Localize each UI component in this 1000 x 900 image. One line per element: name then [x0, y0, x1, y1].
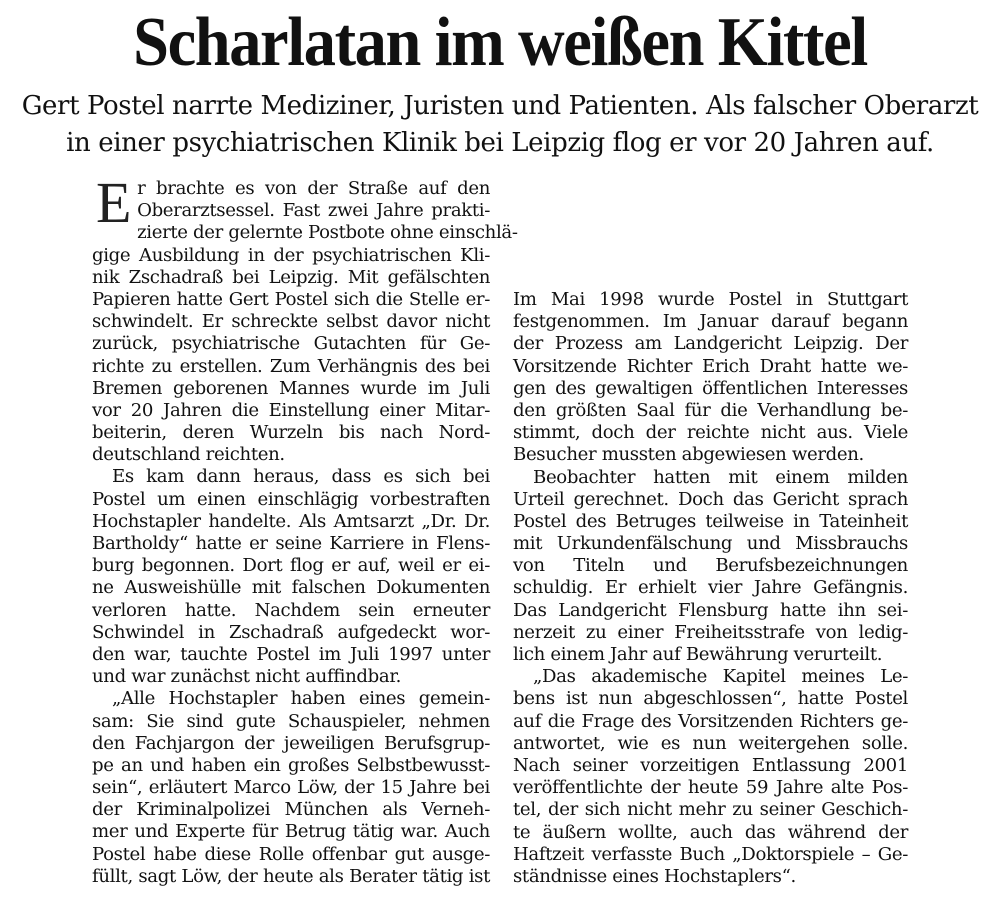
- text-line: burg begonnen. Dort flog er auf, weil er ei-: [92, 555, 490, 577]
- text-line: nerzeit zu einer Freiheitsstrafe von ledig-: [513, 621, 908, 643]
- text-line: sein“, erläutert Marco Löw, der 15 Jahre bei: [92, 777, 490, 799]
- text-line: den größten Saal für die Verhandlung be-: [513, 399, 908, 421]
- text-line: Das Landgericht Flensburg hatte ihn sei-: [513, 599, 908, 621]
- text-line: zierte der gelernte Postbote ohne einschlä-: [137, 222, 518, 244]
- text-line: Oberarztsessel. Fast zwei Jahre prakti-: [137, 200, 490, 222]
- subheadline: [20, 88, 980, 162]
- text-line: zurück, psychiatrische Gutachten für Ge-: [92, 333, 490, 355]
- text-line: „Alle Hochstapler haben eines gemein-: [112, 688, 490, 710]
- subheadline-line: Gert Postel narrte Mediziner, Juristen und Patienten. Als falscher Oberarzt: [21, 91, 979, 121]
- text-line: richte zu erstellen. Zum Verhängnis des bei: [92, 355, 490, 377]
- text-line: vor 20 Jahren die Einstellung einer Mitar-: [92, 399, 490, 421]
- text-line: deutschland reichten.: [92, 444, 285, 466]
- text-line: Bartholdy“ hatte er seine Karriere in Flens-: [92, 533, 490, 554]
- text-line: Hochstapler handelte. Als Amtsarzt „Dr. Dr.: [92, 510, 490, 532]
- text-line: „Das akademische Kapitel meines Le-: [533, 666, 908, 688]
- text-line: und war zunächst nicht auffindbar.: [92, 666, 402, 688]
- text-line: r brachte es von der Straße auf den: [137, 178, 490, 199]
- text-line: Es kam dann heraus, dass es sich bei: [112, 466, 490, 488]
- text-line: auf die Frage des Vorsitzenden Richters ge-: [513, 710, 908, 732]
- text-line: Im Mai 1998 wurde Postel in Stuttgart: [513, 289, 908, 310]
- text-line: pe an und haben ein großes Selbstbewusst-: [92, 754, 490, 776]
- text-line: den war, tauchte Postel im Juli 1997 unter: [92, 643, 490, 665]
- text-line: nik Zschadraß bei Leipzig. Mit gefälschten: [92, 266, 490, 288]
- text-line: schuldig. Er erhielt vier Jahre Gefängnis.: [513, 577, 908, 599]
- text-line: stimmt, doch der reichte nicht aus. Viele: [513, 422, 908, 444]
- text-line: bens ist nun abgeschlossen“, hatte Postel: [513, 688, 908, 710]
- text-line: Postel des Betruges teilweise in Tateinheit: [513, 510, 908, 532]
- text-line: Nach seiner vorzeitigen Entlassung 2001: [513, 754, 908, 776]
- text-line: tel, der sich nicht mehr zu seiner Geschich-: [513, 799, 908, 821]
- text-line: ne Ausweishülle mit falschen Dokumenten: [92, 577, 490, 599]
- text-line: mer und Experte für Betrug tätig war. Auch: [92, 821, 490, 843]
- text-line: verloren hatte. Nachdem sein erneuter: [92, 599, 490, 621]
- paragraph: [513, 289, 908, 467]
- text-line: beiterin, deren Wurzeln bis nach Nord-: [92, 422, 490, 444]
- paragraph: [513, 666, 908, 888]
- text-line: sam: Sie sind gute Schauspieler, nehmen: [92, 710, 490, 732]
- text-line: te äußern wollte, auch das während der: [513, 821, 908, 843]
- text-line: veröffentlichte der heute 59 Jahre alte Pos-: [513, 777, 908, 799]
- text-line: den Fachjargon der jeweiligen Berufsgrup-: [92, 732, 490, 754]
- paragraph: [92, 170, 518, 466]
- text-line: Besucher mussten abgewiesen werden.: [513, 444, 864, 466]
- text-line: festgenommen. Im Januar darauf begann: [513, 311, 908, 333]
- headline: Scharlatan im weißen Kittel: [133, 4, 867, 81]
- text-line: lich einem Jahr auf Bewährung verurteilt.: [513, 644, 883, 665]
- text-line: Beobachter hatten mit einem milden: [533, 466, 908, 488]
- text-line: gen des gewaltigen öffentlichen Interesses: [513, 377, 908, 399]
- text-line: Haftzeit verfasste Buch „Doktorspiele – Ge-: [513, 843, 908, 865]
- article-column-right: [513, 289, 908, 888]
- paragraph: [513, 467, 908, 667]
- text-line: mit Urkundenfälschung und Missbrauchs: [513, 533, 908, 555]
- text-line: Postel habe diese Rolle offenbar gut ausge-: [92, 843, 490, 865]
- paragraph: [92, 466, 490, 688]
- text-line: füllt, sagt Löw, der heute als Berater tätig ist: [92, 865, 490, 887]
- article-column-left: [92, 170, 518, 888]
- drop-cap: E: [96, 170, 132, 235]
- subheadline-line: in einer psychiatrischen Klinik bei Leipzig flog er vor 20 Jahren auf.: [66, 128, 934, 158]
- text-line: Bremen geborenen Mannes wurde im Juli: [92, 377, 490, 399]
- text-line: der Prozess am Landgericht Leipzig. Der: [513, 333, 908, 355]
- text-line: der Kriminalpolizei München als Verneh-: [92, 799, 490, 821]
- text-line: von Titeln und Berufsbezeichnungen: [513, 555, 908, 577]
- text-line: gige Ausbildung in der psychiatrischen Kli-: [92, 244, 490, 266]
- text-line: Papieren hatte Gert Postel sich die Stelle er-: [92, 288, 490, 310]
- text-line: Vorsitzende Richter Erich Draht hatte we-: [513, 355, 908, 377]
- text-line: Postel um einen einschlägig vorbestraften: [92, 488, 490, 510]
- text-line: schwindelt. Er schreckte selbst davor nicht: [92, 311, 490, 333]
- text-line: antwortet, wie es nun weitergehen solle.: [513, 732, 908, 754]
- text-line: Schwindel in Zschadraß aufgedeckt wor-: [92, 621, 490, 643]
- text-line: ständnisse eines Hochstaplers“.: [513, 865, 796, 887]
- text-line: Urteil gerechnet. Doch das Gericht sprach: [513, 488, 908, 510]
- paragraph: [92, 688, 490, 888]
